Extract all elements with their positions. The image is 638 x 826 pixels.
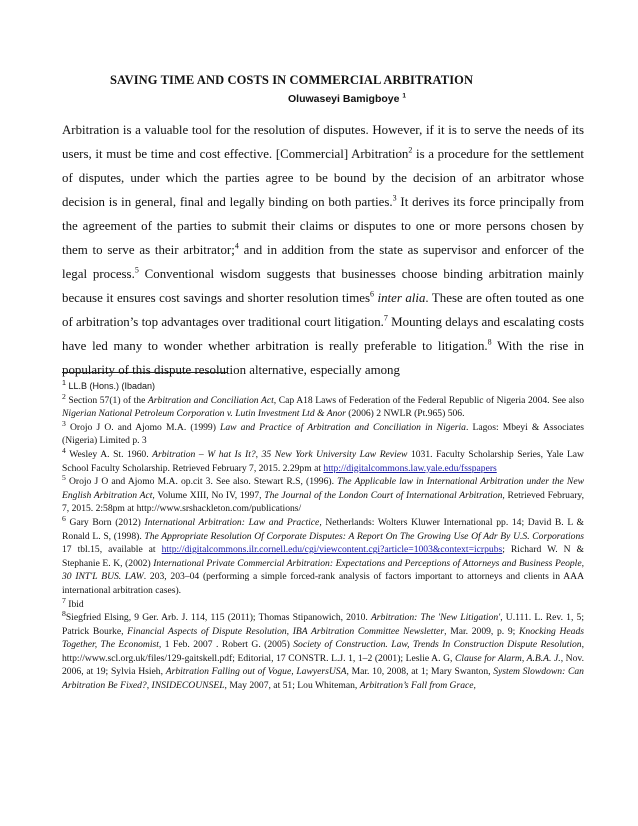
footnote-link[interactable]: http://digitalcommons.law.yale.edu/fsspapers <box>323 462 497 474</box>
footnote-7: $^7$ Ibid <box>62 595 84 610</box>
footnote-separator <box>62 372 228 373</box>
body-text <box>62 118 584 382</box>
footnote-5: $^5$ Orojo J O and Ajomo M.A. op.cit 3. See also. Stewart R.S, (1996). The Applicable law in International Arbitration under the New English Arbitration Act, Volume XIII, No IV, 1997, The Journal of the London Court of International Arbitration, Retrieved February, 7, 2015. 2:58pm at http://www.srshackleton.com/publications/ <box>62 472 584 515</box>
footnote-ref: 5 <box>134 265 139 275</box>
footnote-6: $^6$ Gary Born (2012) International Arbitration: Law and Practice, Netherlands: Wolters Kluwer International pp. 14; David B. L & Ronald L. S, (1998). The Appropriate Resolution Of Corporate Disputes: A Report On The Growing Use Of Adr By U.S. Corporations 17 tbl.15, available at http://digitalcommons.ilr.cornell.edu/cgi/viewcontent.cgi?article=1003&context=icrpubs; Richard W. N & Stephanie E. K, (2002) International Private Commercial Arbitration: Expectations and Perceptions of Attorneys and Business People, 30 INT'L BUS. LAW. 203, 203–04 (performing a simple forced-rank analysis of factors important to attorneys and clients in AAA international arbitration cases). <box>62 513 584 596</box>
footnote-3: $^3$ Orojo J O. and Ajomo M.A. (1999) Law and Practice of Arbitration and Conciliation in Nigeria. Lagos: Mbeyi & Associates (Nigeria) Limited p. 3 <box>62 418 584 447</box>
footnote-ref: 4 <box>234 241 239 251</box>
footnote-1: $^1$ LL.B (Hons.) (Ibadan) <box>62 378 156 391</box>
footnote-ref: 3 <box>392 193 397 203</box>
footnote-ref: 8 <box>487 337 492 347</box>
footnotes <box>62 380 584 693</box>
footnote-8: $^8$Siegfried Elsing, 9 Ger. Arb. J. 114, 115 (2011); Thomas Stipanowich, 2010. Arbitration: The 'New Litigation', U.111. L. Rev. 1, 5; Patrick Bourke, Financial Aspects of Dispute Resolution, IBA Arbitration Committee Newsletter, Mar. 2009, p. 9; Knocking Heads Together, The Economist, 1 Feb. 2007 . Robert G. (2005) Society of Construction. Law, Trends In Construction Dispute Resolution, http://www.scl.org.uk/files/129-gaitskell.pdf; Editorial, 17 CONSTR. L.J. 1, 1–2 (2001); Leslie A. G, Clause for Alarm, A.B.A. J., Nov. 2006, at 19; Sylvia Hsieh, Arbitration Falling out of Vogue, LawyersUSA, Mar. 10, 2008, at 1; Mary Swanton, System Slowdown: Can Arbitration Be Fixed?, INSIDECOUNSEL, May 2007, at 51; Lou Whiteman, Arbitration’s Fall from Grace, <box>62 608 584 692</box>
author-name: Oluwaseyi Bamigboye <box>288 93 400 105</box>
footnote-4: $^4$ Wesley A. St. 1960. Arbitration – W hat Is It?, 35 New York University Law Review 1031. Faculty Scholarship Series, Yale Law School Faculty Scholarship. Retrieved February 7, 2015. 2.29pm at http://digitalcommons.law.yale.edu/fsspapers <box>62 445 584 474</box>
footnote-2: $^2$ Section 57(1) of the Arbitration and Conciliation Act, Cap A18 Laws of Federation of the Federal Republic of Nigeria 2004. See also Nigerian National Petroleum Corporation v. Lutin Investment Ltd & Anor (2006) 2 NWLR (Pt.965) 506. <box>62 391 584 420</box>
author-line <box>288 93 406 105</box>
footnote-ref: 2 <box>408 145 413 155</box>
footnote-ref: 6 <box>369 289 374 299</box>
paragraph: Arbitration is a valuable tool for the resolution of disputes. However, if it is to serve the needs of its users, it must be time and cost effective. [Commercial] Arbitration$^2$ is a procedure for the settlement of disputes, under which the parties agree to be bound by the decision of an arbitrator whose decision is in general, final and legally binding on both parties.$^3$ It derives its force principally from the agreement of the parties to submit their claims or disputes to one or more persons chosen by them to serve as their arbitrator;$^4$ and in addition from the state as supervisor and enforcer of the legal process.$^5$ Conventional wisdom suggests that businesses choose binding arbitration mainly because it ensures cost savings and shorter resolution times$^6$ inter alia. These are often touted as one of arbitration’s top advantages over traditional court litigation.$^7$ Mounting delays and escalating costs have led many to wonder whether arbitration is really preferable to litigation.$^8$ With the rise in popularity of this dispute resolution alternative, especially among <box>62 123 584 377</box>
footnote-link[interactable]: http://digitalcommons.ilr.cornell.edu/cgi/viewcontent.cgi?article=1003&context=icrpubs <box>161 544 503 556</box>
page-title: SAVING TIME AND COSTS IN COMMERCIAL ARBITRATION <box>110 73 474 87</box>
author-footnote-ref: 1 <box>402 92 407 100</box>
footnote-ref: 7 <box>383 313 388 323</box>
